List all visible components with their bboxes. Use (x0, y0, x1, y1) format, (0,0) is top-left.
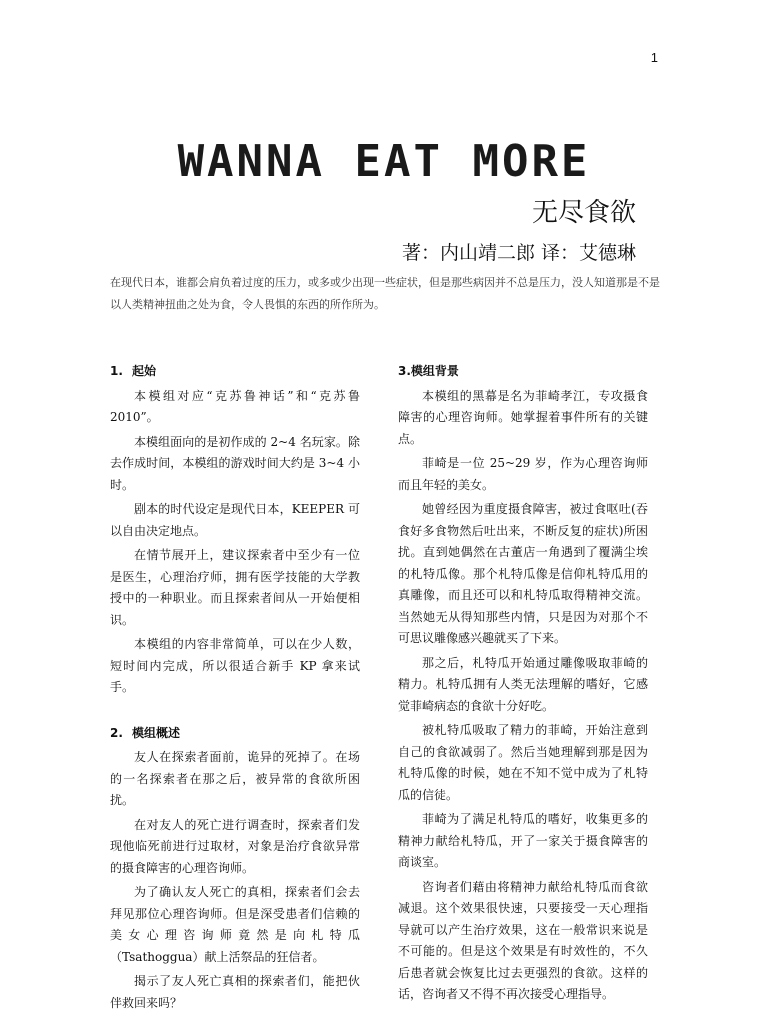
section-heading (110, 723, 360, 745)
paragraph: 友人在探索者面前，诡异的死掉了。在场的一名探索者在那之后，被异常的食欲所困扰。 (110, 750, 360, 807)
paragraph: 那之后，札特瓜开始通过雕像吸取菲崎的精力。札特瓜拥有人类无法理解的嗜好，它感觉菲崎病态的食欲十分好吃。 (398, 655, 648, 713)
paragraph: 本模组的内容非常简单，可以在少人数，短时间内完成，所以很适合新手 KP 拿来试手。 (110, 637, 360, 694)
section-title: 起始 (132, 364, 157, 378)
paragraph: 本模组的黑幕是名为菲崎孝江，专攻摄食障害的心理咨询师。她掌握着事件所有的关键点。 (398, 388, 648, 446)
section-heading (398, 361, 648, 383)
section-title: 模组概述 (132, 725, 181, 740)
paragraph: 为了确认友人死亡的真相，探索者们会去拜见那位心理咨询师。但是深受患者们信赖的美女心理咨询师竟然是向札特瓜（Tsathoggua）献上活祭品的狂信者。 (110, 885, 360, 964)
left-column (110, 361, 360, 1017)
paragraph: 本模组对应“克苏鲁神话”和“克苏鲁 2010”。 (110, 388, 360, 424)
paragraph: 本模组面向的是初作成的 2~4 名玩家。除去作成时间，本模组的游戏时间大约是 3~4 小时。 (110, 434, 360, 492)
intro-paragraph: 在现代日本，谁都会肩负着过度的压力，或多或少出现一些症状，但是那些病因并不总是压力，没人知道那是不是以人类精神扭曲之处为食，令人畏惧的东西的所作所为。 (110, 276, 660, 311)
section-title: 3.模组背景 (398, 364, 459, 378)
paragraph: 咨询者们藉由将精神力献给札特瓜而食欲减退。这个效果很快速，只要接受一天心理指导就可以产生治疗效果，这在一般常识来说是不可能的。但是这个效果是有时效性的，不久后患者就会恢复比过去更强烈的食欲。这样的话，咨询者又不得不再次接受心理指导。 (398, 879, 648, 1001)
paragraph: 菲崎为了满足札特瓜的嗜好，收集更多的精神力献给札特瓜，开了一家关于摄食障害的商谈室。 (398, 812, 648, 869)
document-subtitle: 无尽食欲 (531, 198, 636, 228)
right-column (398, 361, 648, 1009)
section-heading (110, 361, 360, 383)
paragraph: 揭示了友人死亡真相的探索者们，能把伙伴救回来吗？ (110, 974, 360, 1010)
section-number: 2. (110, 725, 123, 740)
author-translator-line: 著：内山靖二郎 译：艾德琳 (401, 242, 636, 264)
page-number: 1 (650, 50, 658, 65)
paragraph: 在情节展开上，建议探索者中至少有一位是医生，心理治疗师，拥有医学技能的大学教授中的一种职业。而且探索者间从一开始便相识。 (110, 548, 360, 627)
paragraph: 菲崎是一位 25~29 岁，作为心理咨询师而且年轻的美女。 (398, 456, 648, 492)
section-number: 1. (110, 364, 123, 378)
paragraph: 她曾经因为重度摄食障害，被过食呕吐(吞食好多食物然后吐出来，不断反复的症状)所困扰。直到她偶然在古董店一角遇到了覆满尘埃的札特瓜像。那个札特瓜像是信仰札特瓜用的真雕像，而且还可以和札特瓜取得精神交流。当然她无从得知那些内情，只是因为对那个不可思议雕像感兴趣就买了下来。 (398, 502, 648, 645)
paragraph: 被札特瓜吸取了精力的菲崎，开始注意到自己的食欲减弱了。然后当她理解到那是因为札特瓜像的时候，她在不知不觉中成为了札特瓜的信徒。 (398, 723, 648, 802)
document-title: WANNA EAT MORE (177, 136, 591, 187)
paragraph: 剧本的时代设定是现代日本，KEEPER 可以自由决定地点。 (110, 502, 360, 538)
paragraph: 在对友人的死亡进行调查时，探索者们发现他临死前进行过取材，对象是治疗食欲异常的摄食障害的心理咨询师。 (110, 817, 360, 875)
